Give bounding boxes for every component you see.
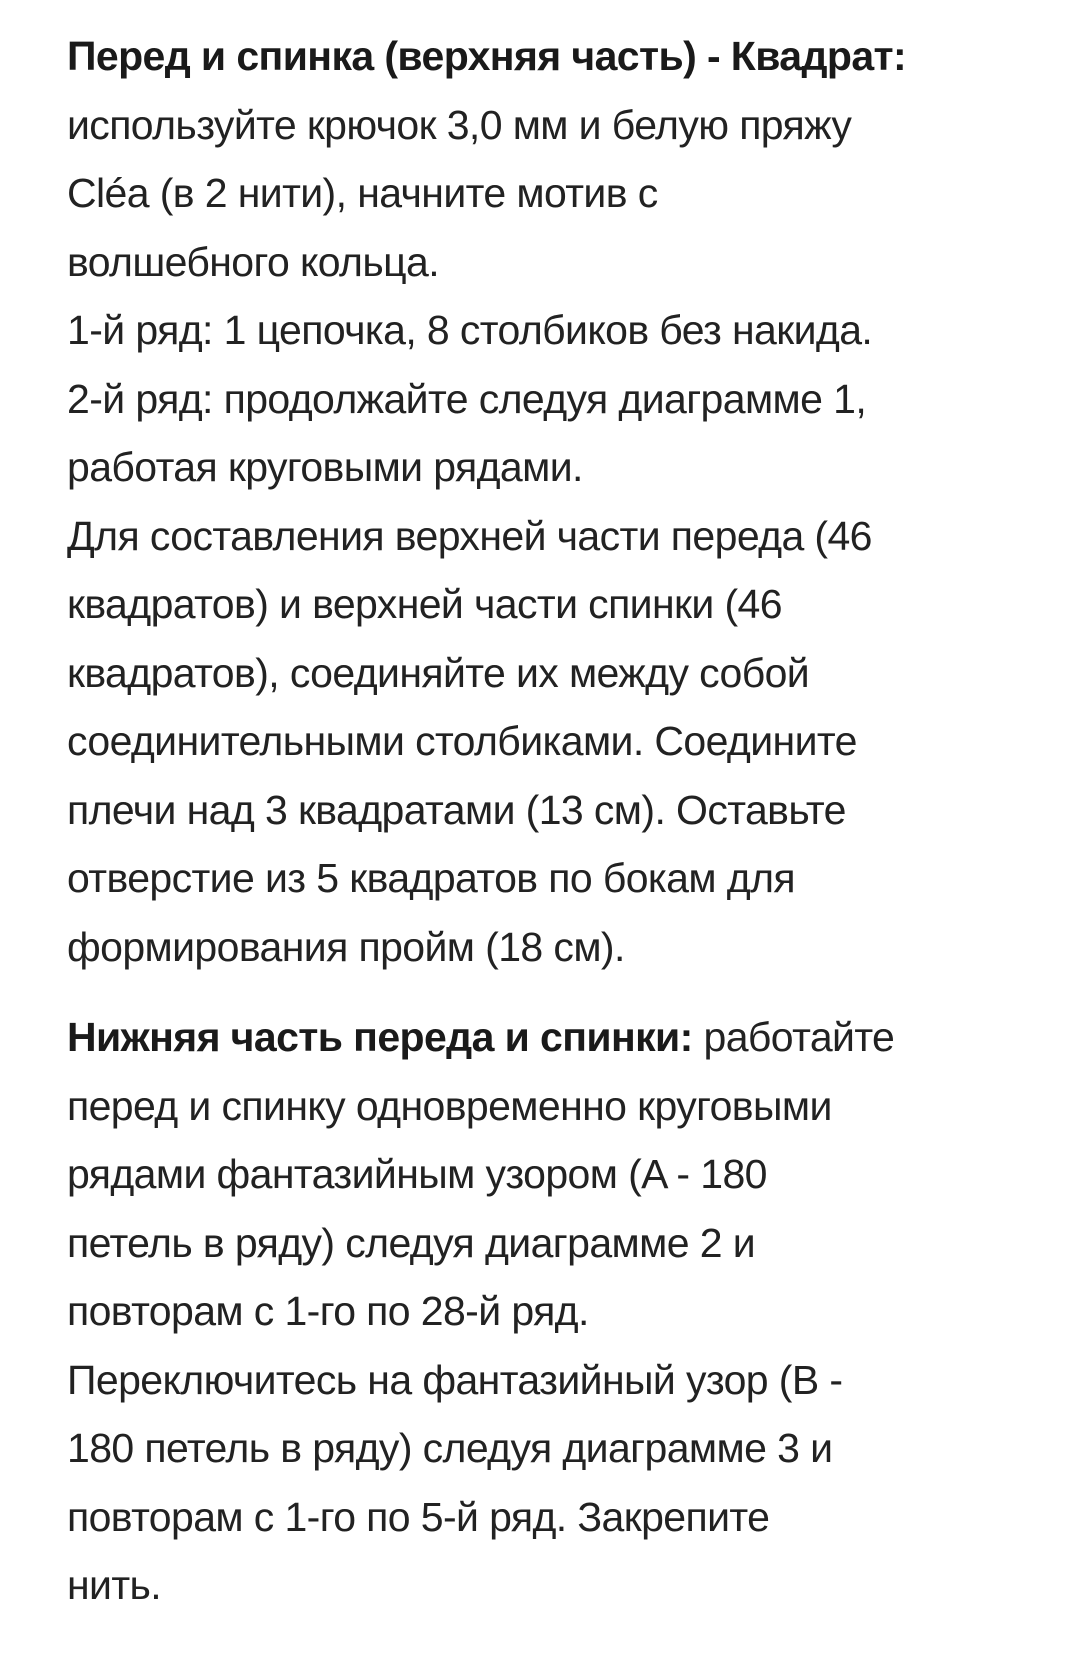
section-heading-tail: работайте [692, 1014, 895, 1060]
text-line: волшебного кольца. [67, 238, 440, 285]
text-line: квадратов), соединяйте их между собой [67, 649, 810, 696]
section-heading-line [67, 1003, 1067, 1072]
text-line: отверстие из 5 квадратов по бокам для [67, 855, 795, 901]
text-line: нить. [67, 1562, 162, 1608]
text-line: рядами фантазийным узором (A - 180 [67, 1151, 767, 1197]
text-line: перед и спинку одновременно круговыми [67, 1082, 832, 1129]
text-line: 1-й ряд: 1 цепочка, 8 столбиков без накида. [67, 307, 873, 353]
text-line: повторам с 1-го по 28-й ряд. [67, 1288, 589, 1334]
text-line: 2-й ряд: продолжайте следуя диаграмме 1, [67, 375, 867, 422]
text-line: Cléa (в 2 нити), начните мотив с [67, 170, 658, 216]
text-line: формирования пройм (18 см). [67, 923, 625, 970]
section-divider-space [67, 981, 1067, 1003]
section-heading: Нижняя часть переда и спинки: [67, 1014, 693, 1060]
text-line: повторам с 1-го по 5-й ряд. Закрепите [67, 1493, 770, 1540]
text-line: 180 петель в ряду) следуя диаграмме 3 и [67, 1425, 833, 1471]
document-body [67, 22, 1067, 1620]
text-line: Для составления верхней части переда (46 [67, 512, 872, 559]
text-line: петель в ряду) следуя диаграмме 2 и [67, 1219, 755, 1266]
section-heading: Перед и спинка (верхняя часть) - Квадрат: [67, 33, 907, 79]
text-line: квадратов) и верхней части спинки (46 [67, 581, 782, 627]
text-line: соединительными столбиками. Соедините [67, 718, 857, 764]
section-front-back-upper [67, 22, 1067, 981]
text-line: Переключитесь на фантазийный узор (B - [67, 1356, 843, 1403]
text-line: плечи над 3 квадратами (13 см). Оставьте [67, 786, 846, 833]
text-line: работая круговыми рядами. [67, 444, 583, 490]
text-line: используйте крючок 3,0 мм и белую пряжу [67, 101, 852, 148]
section-front-back-lower [67, 1003, 1067, 1620]
